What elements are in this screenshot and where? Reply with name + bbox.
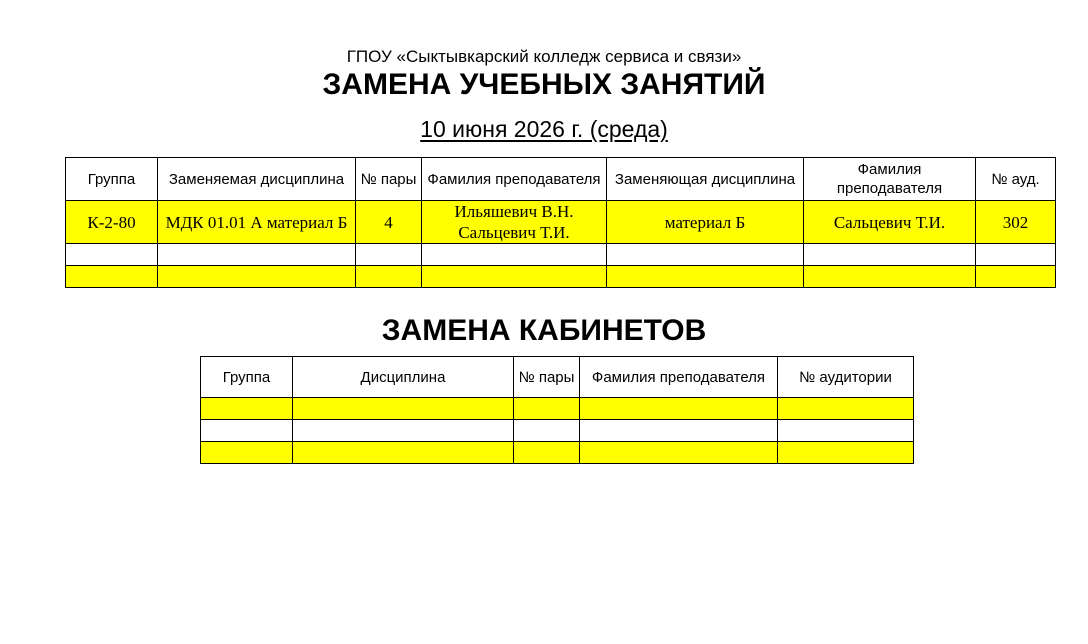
header-lesson-number: № пары xyxy=(356,158,422,201)
table-row xyxy=(66,201,1056,244)
header-group: Группа xyxy=(66,158,158,201)
cell-lesson-number xyxy=(514,420,580,442)
cell-room xyxy=(778,420,914,442)
header-group: Группа xyxy=(201,357,293,398)
cell-replacing-discipline: материал Б xyxy=(607,201,804,244)
cell-discipline xyxy=(293,442,514,464)
header-discipline: Дисциплина xyxy=(293,357,514,398)
cell-discipline xyxy=(293,398,514,420)
rooms-table xyxy=(200,356,914,464)
table-header-row xyxy=(201,357,914,398)
cell-group xyxy=(66,244,158,266)
cell-replacing-discipline xyxy=(607,244,804,266)
header-replacing-teacher: Фамилия преподавателя xyxy=(804,158,976,201)
cell-replaced-discipline xyxy=(158,266,356,288)
cell-room xyxy=(976,266,1056,288)
cell-replacing-teacher: Сальцевич Т.И. xyxy=(804,201,976,244)
cell-room: 302 xyxy=(976,201,1056,244)
header-lesson-number: № пары xyxy=(514,357,580,398)
cell-teacher xyxy=(580,420,778,442)
cell-room xyxy=(778,398,914,420)
table-row xyxy=(66,244,1056,266)
cell-teacher: Ильяшевич В.Н. Сальцевич Т.И. xyxy=(422,201,607,244)
table-header-row xyxy=(66,158,1056,201)
cell-replaced-discipline: МДК 01.01 А материал Б xyxy=(158,201,356,244)
header-replaced-discipline: Заменяемая дисциплина xyxy=(158,158,356,201)
cell-teacher xyxy=(422,244,607,266)
header-teacher: Фамилия преподавателя xyxy=(580,357,778,398)
cell-room xyxy=(778,442,914,464)
header-replacing-discipline: Заменяющая дисциплина xyxy=(607,158,804,201)
cell-lesson-number xyxy=(356,244,422,266)
date-line xyxy=(0,114,1088,144)
cell-lesson-number xyxy=(514,442,580,464)
lessons-table xyxy=(65,157,1056,288)
cell-discipline xyxy=(293,420,514,442)
cell-group xyxy=(66,266,158,288)
header-room: № аудитории xyxy=(778,357,914,398)
cell-group: К-2-80 xyxy=(66,201,158,244)
cell-lesson-number xyxy=(356,266,422,288)
header-room: № ауд. xyxy=(976,158,1056,201)
cell-replacing-teacher xyxy=(804,266,976,288)
cell-group xyxy=(201,442,293,464)
table-row xyxy=(201,420,914,442)
date-text: 10 июня 2026 г. (среда) xyxy=(420,116,668,142)
header-teacher: Фамилия преподавателя xyxy=(422,158,607,201)
lessons-title: ЗАМЕНА УЧЕБНЫХ ЗАНЯТИЙ xyxy=(322,68,766,101)
cell-replacing-teacher xyxy=(804,244,976,266)
cell-teacher xyxy=(580,398,778,420)
cell-lesson-number xyxy=(514,398,580,420)
cell-room xyxy=(976,244,1056,266)
cell-lesson-number: 4 xyxy=(356,201,422,244)
table-row xyxy=(201,398,914,420)
cell-replacing-discipline xyxy=(607,266,804,288)
table-row xyxy=(66,266,1056,288)
organization-name: ГПОУ «Сыктывкарский колледж сервиса и связи» xyxy=(346,47,742,66)
cell-teacher xyxy=(580,442,778,464)
cell-group xyxy=(201,398,293,420)
cell-group xyxy=(201,420,293,442)
rooms-title: ЗАМЕНА КАБИНЕТОВ xyxy=(381,314,707,347)
cell-teacher xyxy=(422,266,607,288)
cell-replaced-discipline xyxy=(158,244,356,266)
table-row xyxy=(201,442,914,464)
